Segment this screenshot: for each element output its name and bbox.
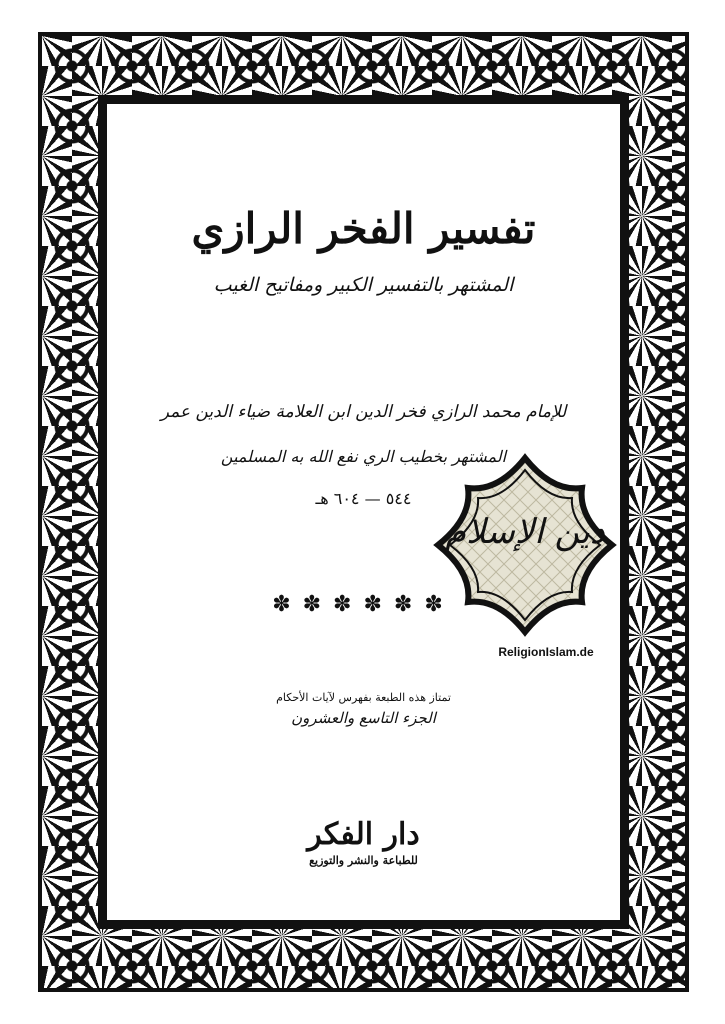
star-ornament: ✽✽✽✽✽✽ [272, 592, 455, 617]
edition-note: تمتاز هذه الطبعة بفهرس لآيات الأحكام [276, 691, 451, 704]
author-dates: ٥٤٤ — ٦٠٤ هـ [315, 489, 412, 508]
publisher-logo: دار الفكر [307, 817, 420, 852]
volume-label: الجزء التاسع والعشرون [291, 709, 436, 727]
book-title: تفسير الفخر الرازي [191, 204, 536, 253]
site-watermark: ReligionIslam.de [498, 645, 594, 659]
author-line-1: للإمام محمد الرازي فخر الدين ابن العلامة ضياء الدين عمر [160, 402, 567, 422]
author-line-2: المشتهر بخطيب الري نفع الله به المسلمين [220, 447, 507, 466]
publisher-tagline: للطباعة والنشر والتوزيع [309, 854, 418, 867]
seal-text: دين الإسلام [445, 512, 605, 552]
book-subtitle: المشتهر بالتفسير الكبير ومفاتيح الغيب [213, 274, 514, 296]
watermark-seal [432, 452, 618, 638]
